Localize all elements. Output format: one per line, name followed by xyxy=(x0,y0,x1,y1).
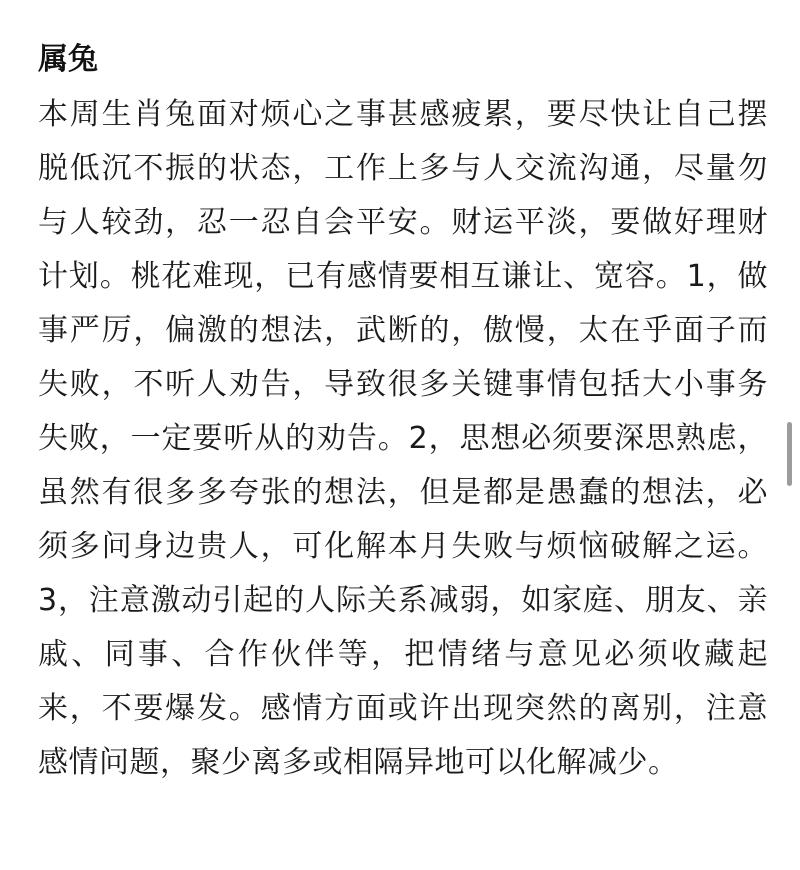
article-body: 本周生肖兔面对烦心之事甚感疲累，要尽快让自己摆脱低沉不振的状态，工作上多与人交流沟通，尽量勿与人较劲，忍一忍自会平安。财运平淡，要做好理财计划。桃花难现，已有感情要相互谦让、宽容。1，做事严厉，偏激的想法，武断的，傲慢，太在乎面子而失败，不听人劝告，导致很多关键事情包括大小事务失败，一定要听从的劝告。2，思想必须要深思熟虑，虽然有很多多夸张的想法，但是都是愚蠢的想法，必须多问身边贵人，可化解本月失败与烦恼破解之运。3，注意激动引起的人际关系减弱，如家庭、朋友、亲戚、同事、合作伙伴等，把情绪与意见必须收藏起来，不要爆发。感情方面或许出现突然的离别，注意感情问题，聚少离多或相隔异地可以化解减少。 xyxy=(38,97,768,780)
article-title: 属兔 xyxy=(38,42,98,77)
article xyxy=(38,32,768,790)
scrollbar[interactable] xyxy=(787,422,792,486)
